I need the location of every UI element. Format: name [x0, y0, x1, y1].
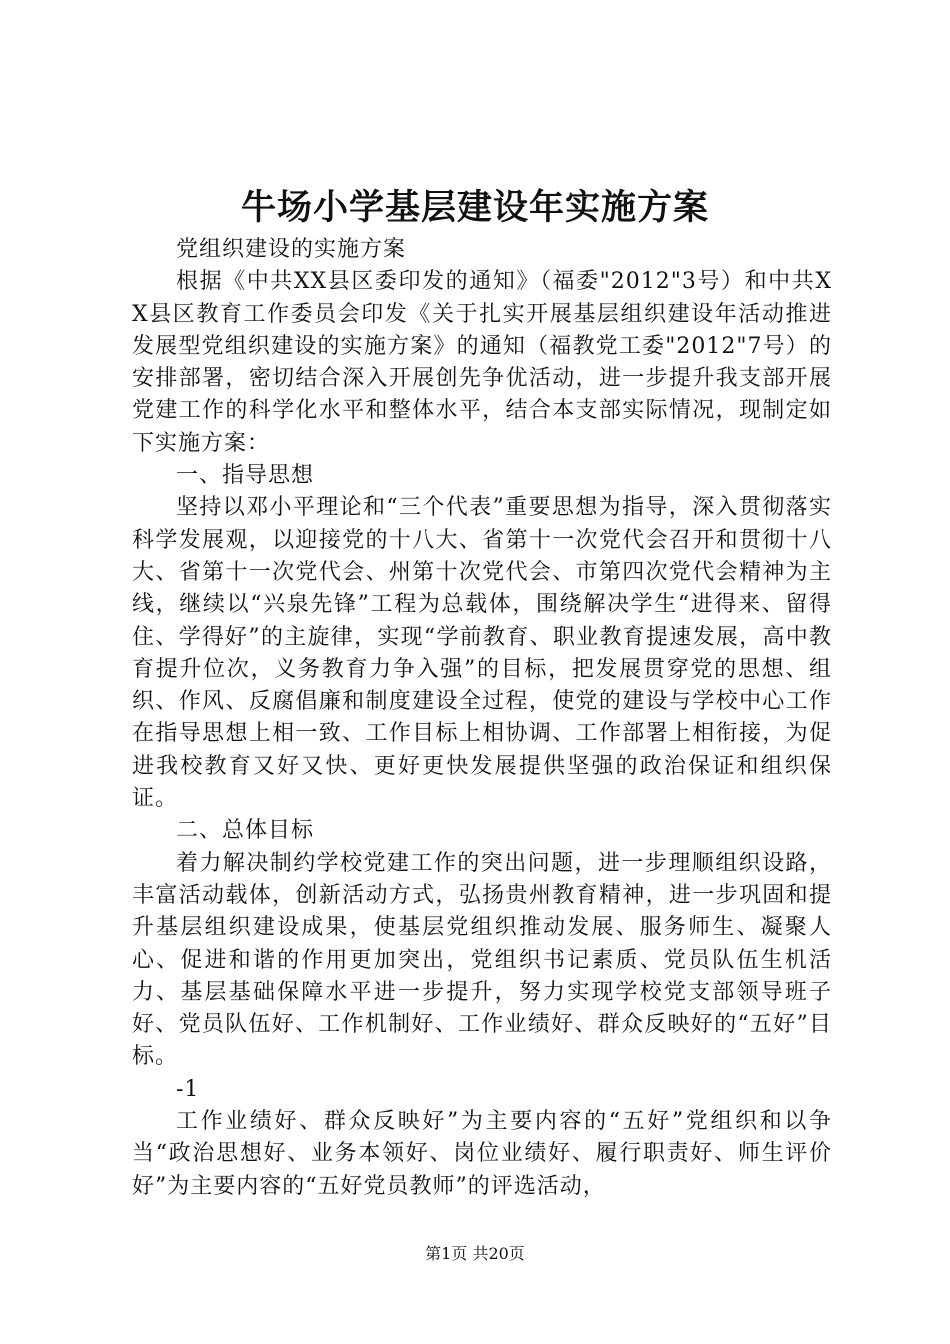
paragraph-subtitle: 党组织建设的实施方案 — [176, 237, 407, 262]
section-heading-guiding-ideology: 一、指导思想 — [176, 463, 315, 489]
page-break-marker: -1 — [176, 1076, 200, 1102]
page-footer: 第1页 共20页 — [425, 1244, 525, 1263]
document-body — [132, 234, 832, 1203]
paragraph-guiding-ideology: 坚持以邓小平理论和“三个代表”重要思想为指导，深入贯彻落实科学发展观，以迎接党的十八大、省第十一次党代会召开和贯彻十八大、省第十一次党代会、州第十次党代会、市第四次党代会精神为主线，继续以“兴泉先锋”工程为总载体，围绕解决学生“进得来、留得住、学得好”的主旋律，实现“学前教育、职业教育提速发展，高中教育提升位次，义务教育力争入强”的目标，把发展贯穿党的思想、组织、作风、反腐倡廉和制度建设全过程，使党的建设与学校中心工作在指导思想上相一致、工作目标上相协调、工作部署上相衔接，为促进我校教育又好又快、更好更快发展提供坚强的政治保证和组织保证。 — [132, 495, 832, 812]
paragraph-intro: 根据《中共XX县区委印发的通知》（福委"2012"3号）和中共XX县区教育工作委员会印发《关于扎实开展基层组织建设年活动推进发展型党组织建设的实施方案》的通知（福教党工委"2012"7号）的安排部署，密切结合深入开展创先争优活动，进一步提升我支部开展党建工作的科学化水平和整体水平，结合本支部实际情况，现制定如下实施方案： — [132, 269, 832, 456]
document-title: 牛场小学基层建设年实施方案 — [240, 187, 709, 228]
paragraph-overall-goal: 着力解决制约学校党建工作的突出问题，进一步理顺组织设路，丰富活动载体，创新活动方式，弘扬贵州教育精神，进一步巩固和提升基层组织建设成果，使基层党组织推动发展、服务师生、凝聚人心、促进和谐的作用更加突出，党组织书记素质、党员队伍生机活力、基层基础保障水平进一步提升，努力实现学校党支部领导班子好、党员队伍好、工作机制好、工作业绩好、群众反映好的“五好”目标。 — [132, 850, 832, 1070]
paragraph-continuation: 工作业绩好、群众反映好”为主要内容的“五好”党组织和以争当“政治思想好、业务本领好、岗位业绩好、履行职责好、师生评价好”为主要内容的“五好党员教师”的评选活动， — [132, 1109, 832, 1199]
section-heading-overall-goal: 二、总体目标 — [176, 818, 315, 844]
